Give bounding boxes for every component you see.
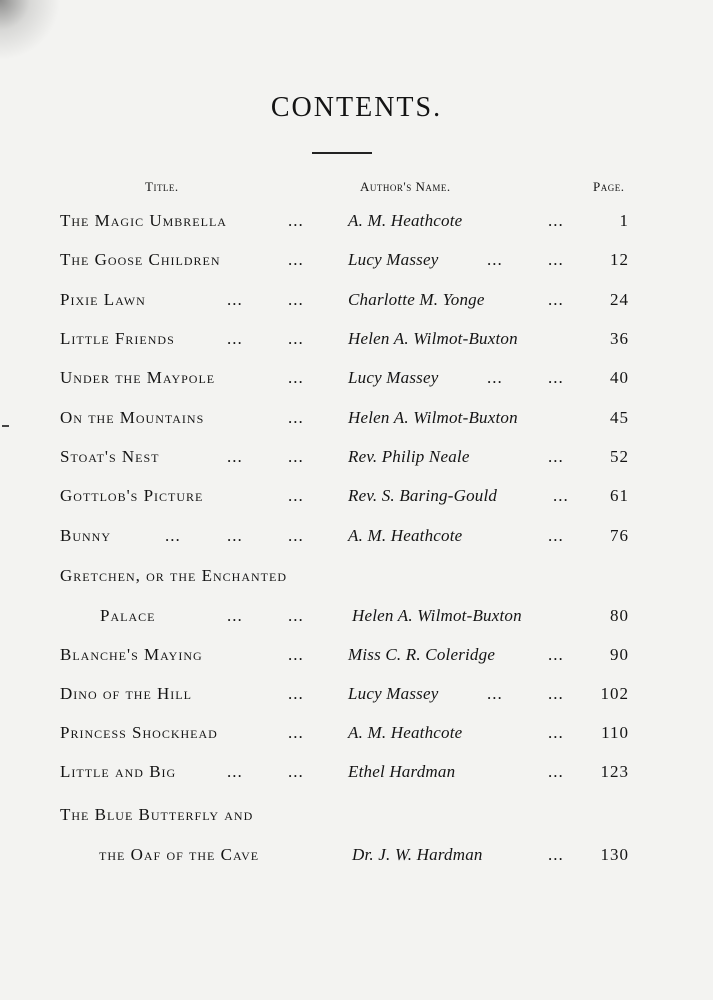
entry-author: Ethel Hardman — [348, 762, 456, 781]
toc-entry — [0, 408, 713, 432]
entry-author: Miss C. R. Coleridge — [348, 645, 496, 664]
leader-dots: ... — [548, 845, 564, 864]
heading-rule — [312, 152, 372, 154]
leader-dots: ... — [548, 368, 564, 387]
toc-entry — [0, 211, 713, 235]
leader-dots: ... — [288, 606, 304, 625]
entry-title: Blanche's Maying — [60, 645, 203, 664]
toc-entry — [0, 805, 713, 829]
leader-dots: ... — [288, 329, 304, 348]
leader-dots: ... — [548, 645, 564, 664]
page-heading: CONTENTS. — [270, 92, 443, 123]
entry-author: Lucy Massey — [348, 684, 439, 703]
entry-title: On the Mountains — [60, 408, 205, 427]
leader-dots: ... — [227, 526, 243, 545]
entry-page: 110 — [601, 723, 629, 742]
leader-dots: ... — [548, 723, 564, 742]
entry-author: Helen A. Wilmot-Buxton — [352, 606, 522, 625]
leader-dots: ... — [288, 645, 304, 664]
leader-dots: ... — [288, 408, 304, 427]
entry-author: Lucy Massey — [348, 250, 439, 269]
toc-entry — [0, 606, 713, 630]
entry-page: 36 — [610, 329, 629, 348]
toc-entry — [0, 526, 713, 550]
leader-dots: ... — [165, 526, 181, 545]
entry-page: 80 — [610, 606, 629, 625]
entry-page: 1 — [619, 211, 629, 230]
entry-page: 90 — [610, 645, 629, 664]
leader-dots: ... — [288, 762, 304, 781]
toc-entry — [0, 845, 713, 869]
toc-entry — [0, 250, 713, 274]
toc-entry — [0, 447, 713, 471]
leader-dots: ... — [288, 526, 304, 545]
leader-dots: ... — [487, 368, 503, 387]
entry-title: Little and Big — [60, 762, 177, 781]
entry-author: A. M. Heathcote — [348, 526, 463, 545]
leader-dots: ... — [288, 211, 304, 230]
leader-dots: ... — [548, 684, 564, 703]
entry-page: 40 — [610, 368, 629, 387]
entry-title: Little Friends — [60, 329, 175, 348]
entry-author: Rev. S. Baring-Gould — [348, 486, 498, 505]
entry-author: Helen A. Wilmot-Buxton — [348, 408, 518, 427]
toc-entry — [0, 723, 713, 747]
entry-page: 123 — [600, 762, 629, 781]
entry-author: Helen A. Wilmot-Buxton — [348, 329, 518, 348]
toc-entry — [0, 290, 713, 314]
entry-author: A. M. Heathcote — [348, 723, 463, 742]
leader-dots: ... — [548, 250, 564, 269]
leader-dots: ... — [227, 447, 243, 466]
leader-dots: ... — [548, 762, 564, 781]
leader-dots: ... — [548, 290, 564, 309]
entry-title: Gretchen, or the Enchanted — [60, 566, 287, 585]
leader-dots: ... — [288, 684, 304, 703]
leader-dots: ... — [487, 684, 503, 703]
toc-entry — [0, 566, 713, 590]
entry-author: Rev. Philip Neale — [348, 447, 470, 466]
leader-dots: ... — [548, 211, 564, 230]
entry-title: Dino of the Hill — [60, 684, 192, 703]
entry-title: the Oaf of the Cave — [99, 845, 260, 864]
entry-page: 102 — [600, 684, 629, 703]
entry-page: 12 — [610, 250, 629, 269]
leader-dots: ... — [548, 526, 564, 545]
column-header-author: Author's Name. — [360, 179, 451, 194]
entry-page: 24 — [610, 290, 629, 309]
leader-dots: ... — [288, 486, 304, 505]
leader-dots: ... — [227, 329, 243, 348]
entry-title: Gottlob's Picture — [60, 486, 204, 505]
leader-dots: ... — [288, 447, 304, 466]
leader-dots: ... — [487, 250, 503, 269]
column-header-title: Title. — [145, 179, 179, 194]
leader-dots: ... — [553, 486, 569, 505]
corner-smudge — [0, 0, 60, 60]
leader-dots: ... — [288, 368, 304, 387]
toc-entry — [0, 684, 713, 708]
leader-dots: ... — [227, 606, 243, 625]
entry-author: Charlotte M. Yonge — [348, 290, 485, 309]
entry-title: Pixie Lawn — [60, 290, 146, 309]
entry-title: The Goose Children — [60, 250, 221, 269]
leader-dots: ... — [288, 250, 304, 269]
toc-entry — [0, 762, 713, 786]
entry-title: Princess Shockhead — [60, 723, 218, 742]
toc-entry — [0, 486, 713, 510]
entry-page: 45 — [610, 408, 629, 427]
toc-entry — [0, 368, 713, 392]
leader-dots: ... — [227, 762, 243, 781]
toc-entry — [0, 645, 713, 669]
entry-page: 61 — [610, 486, 629, 505]
entry-author: A. M. Heathcote — [348, 211, 463, 230]
entry-title: The Blue Butterfly and — [60, 805, 254, 824]
leader-dots: ... — [548, 447, 564, 466]
column-header-page: Page. — [593, 179, 625, 194]
entry-title: Palace — [100, 606, 156, 625]
entry-author: Lucy Massey — [348, 368, 439, 387]
toc-entry — [0, 329, 713, 353]
leader-dots: ... — [288, 723, 304, 742]
entry-page: 130 — [600, 845, 629, 864]
entry-title: Under the Maypole — [60, 368, 216, 387]
entry-title: Stoat's Nest — [60, 447, 160, 466]
entry-page: 76 — [610, 526, 629, 545]
entry-page: 52 — [610, 447, 629, 466]
entry-author: Dr. J. W. Hardman — [352, 845, 483, 864]
entry-title: The Magic Umbrella — [60, 211, 227, 230]
leader-dots: ... — [288, 290, 304, 309]
leader-dots: ... — [227, 290, 243, 309]
entry-title: Bunny — [60, 526, 112, 545]
